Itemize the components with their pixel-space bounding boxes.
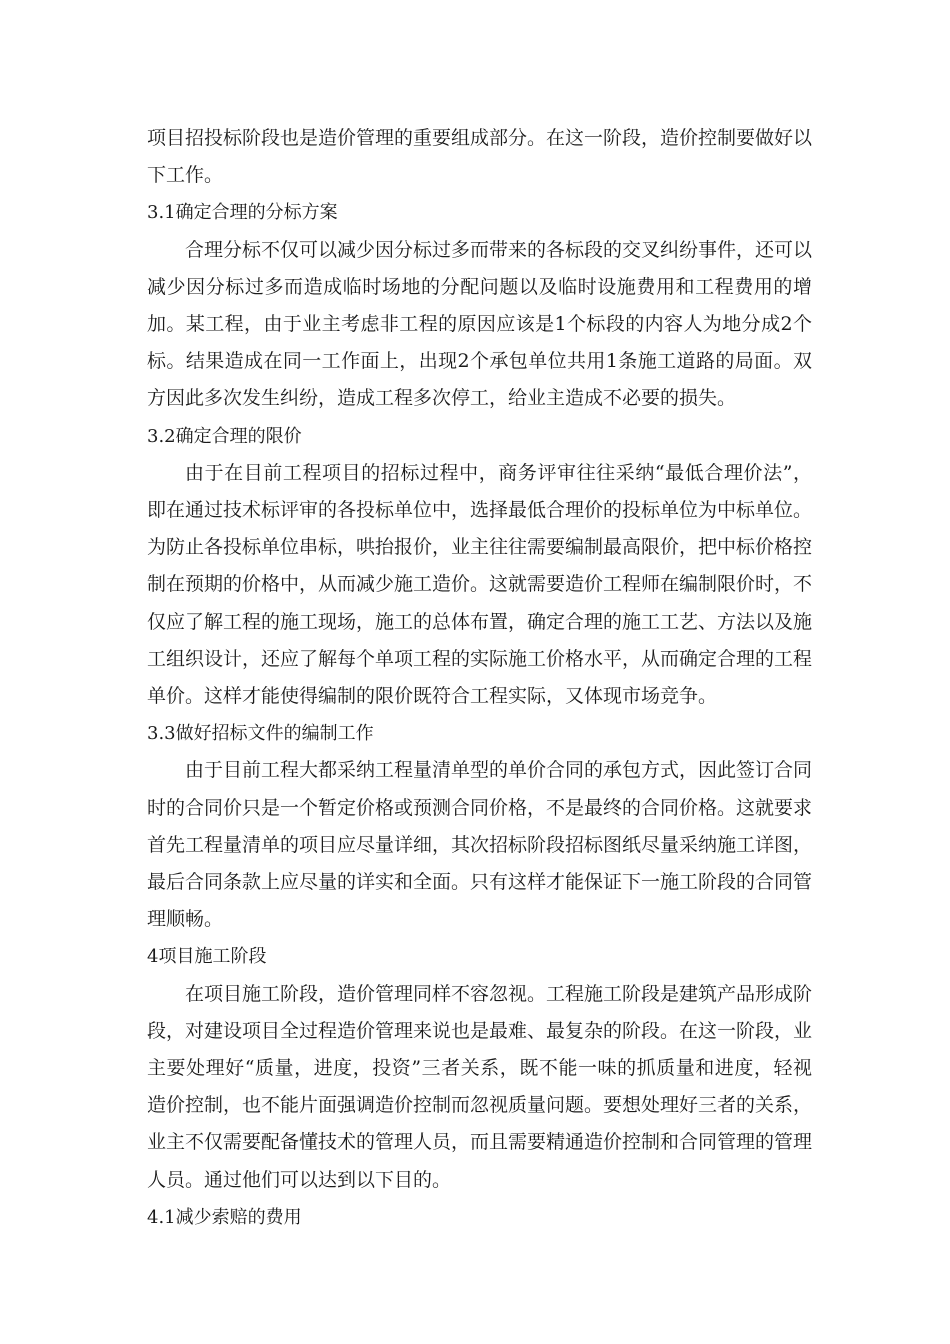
paragraph-3-3: 由于目前工程大都采纳工程量清单型的单价合同的承包方式，因此签订合同时的合同价只是一个暂定价格或预测合同价格，不是最终的合同价格。这就要求首先工程量清单的项目应尽量详细，其次招标阶段招标图纸尽量采纳施工详图，最后合同条款上应尽量的详实和全面。只有这样才能保证下一施工阶段的合同管理顺畅。: [147, 759, 813, 931]
document-body: [147, 120, 812, 1236]
intro-paragraph: 项目招投标阶段也是造价管理的重要组成部分。在这一阶段，造价控制要做好以下工作。: [147, 127, 813, 187]
section-heading-4-1: 4.1减少索赔的费用: [147, 1206, 302, 1228]
section-heading-3-3: 3.3做好招标文件的编制工作: [147, 723, 374, 745]
paragraph-3-2: 由于在目前工程项目的招标过程中，商务评审往往采纳“最低合理价法”，即在通过技术标评审的各投标单位中，选择最低合理价的投标单位为中标单位。为防止各投标单位串标，哄抬报价，业主往往需要编制最高限价，把中标价格控制在预期的价格中，从而减少施工造价。这就需要造价工程师在编制限价时，不仅应了解工程的施工现场，施工的总体布置，确定合理的施工工艺、方法以及施工组织设计，还应了解每个单项工程的实际施工价格水平，从而确定合理的工程单价。这样才能使得编制的限价既符合工程实际，又体现市场竞争。: [147, 461, 813, 708]
section-heading-3-1: 3.1确定合理的分标方案: [147, 202, 338, 224]
paragraph-3-1: 合理分标不仅可以减少因分标过多而带来的各标段的交叉纠纷事件，还可以减少因分标过多而造成临时场地的分配问题以及临时设施费用和工程费用的增加。某工程，由于业主考虑非工程的原因应该是1个标段的内容人为地分成2个标。结果造成在同一工作面上，出现2个承包单位共用1条施工道路的局面。双方因此多次发生纠纷，造成工程多次停工，给业主造成不必要的损失。: [147, 238, 813, 410]
paragraph-4: 在项目施工阶段，造价管理同样不容忽视。工程施工阶段是建筑产品形成阶段，对建设项目全过程造价管理来说也是最难、最复杂的阶段。在这一阶段，业主要处理好“质量，进度，投资”三者关系，既不能一味的抓质量和进度，轻视造价控制，也不能片面强调造价控制而忽视质量问题。要想处理好三者的关系，业主不仅需要配备懂技术的管理人员，而且需要精通造价控制和合同管理的管理人员。通过他们可以达到以下目的。: [147, 982, 813, 1191]
section-heading-3-2: 3.2确定合理的限价: [147, 425, 302, 447]
section-heading-4: 4项目施工阶段: [147, 946, 267, 968]
